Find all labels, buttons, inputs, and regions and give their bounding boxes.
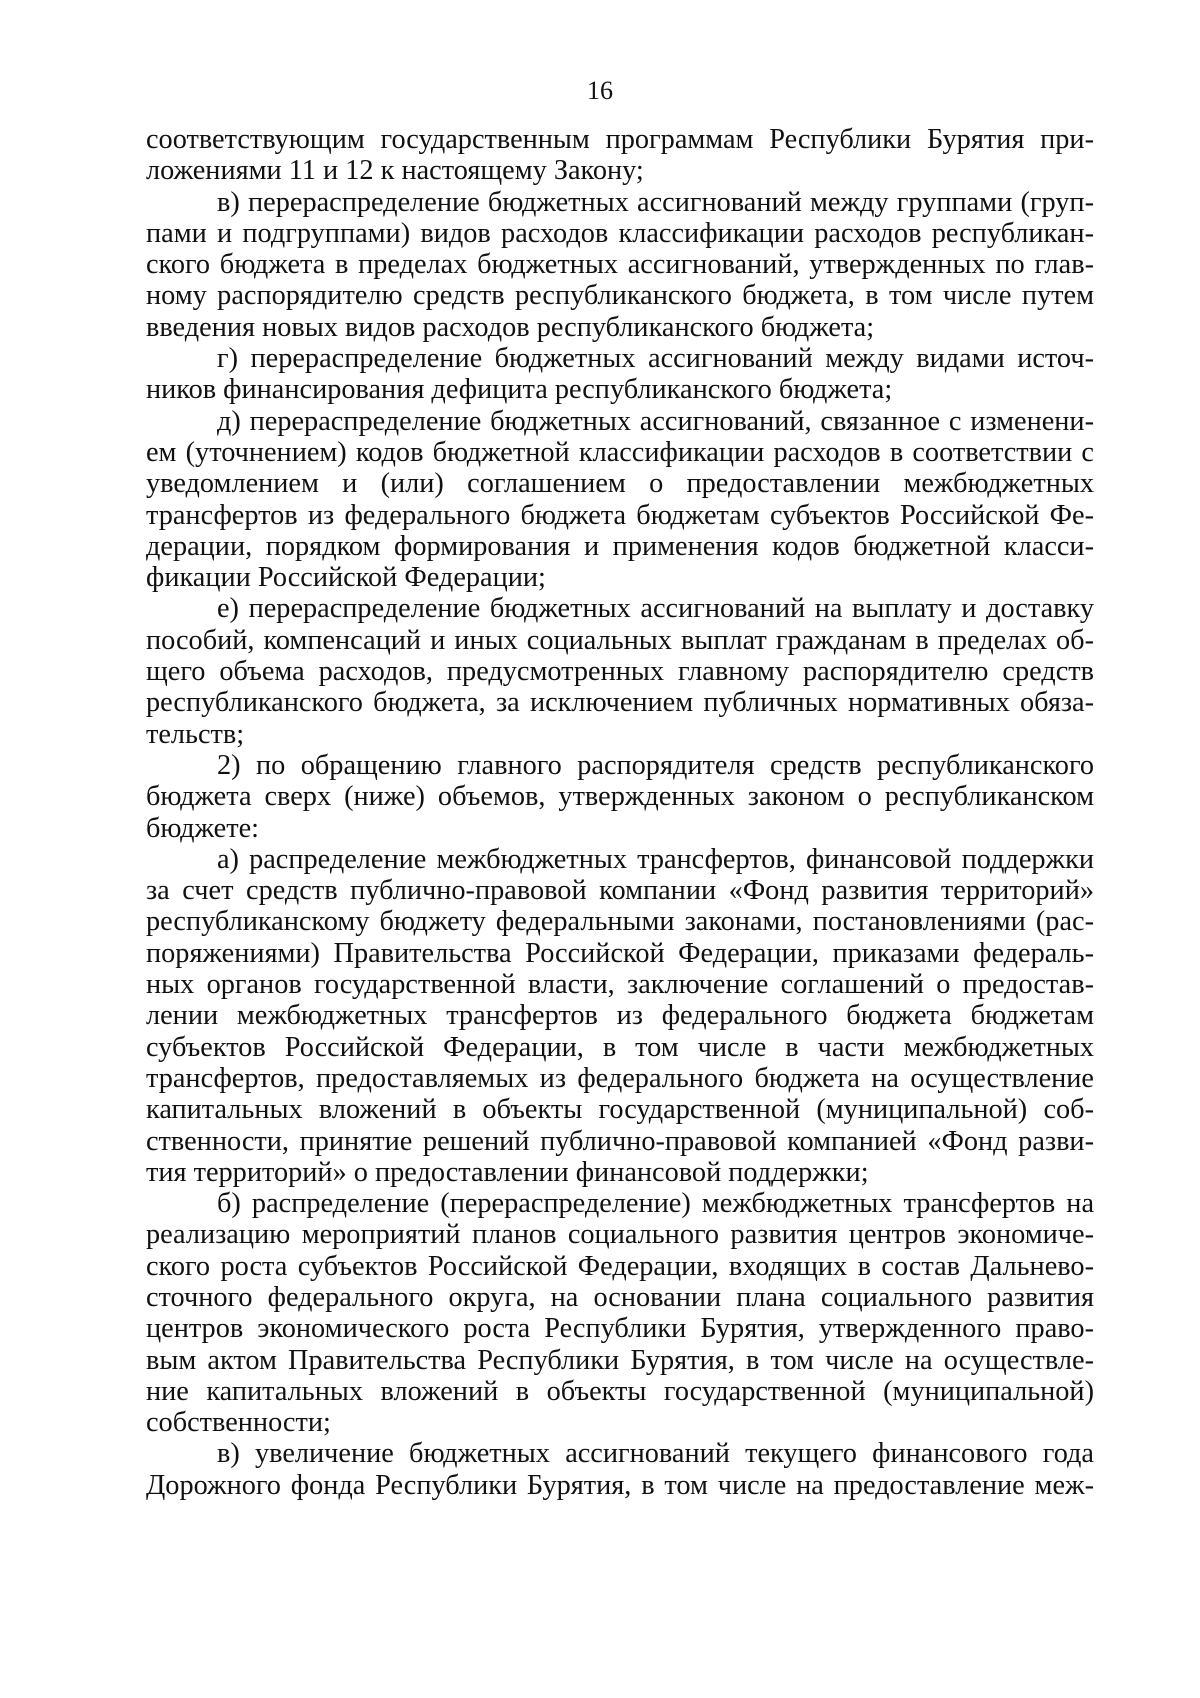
text-line: трансфертов, предоставляемых из федерального бюджета на осуществление (146, 1062, 1094, 1094)
text-line: республиканскому бюджету федеральными законами, постановлениями (рас- (146, 906, 1094, 938)
text-line: центров экономического роста Республики Бурятия, утвержденного право- (146, 1313, 1094, 1345)
paragraph (146, 343, 1094, 406)
text-line: щего объема расходов, предусмотренных главному распорядителю средств (146, 656, 1094, 688)
document-body (146, 124, 1094, 1501)
text-line: е) перераспределение бюджетных ассигнований на выплату и доставку (217, 593, 1094, 625)
paragraph (146, 750, 1094, 844)
text-line: дерации, порядком формирования и применения кодов бюджетной класси- (146, 530, 1094, 562)
text-line: ных органов государственной власти, заключение соглашений о предостав- (146, 969, 1094, 1001)
text-line: ем (уточнением) кодов бюджетной классификации расходов в соответствии с (146, 436, 1094, 468)
text-line: ников финансирования дефицита республиканского бюджета; (146, 374, 893, 406)
text-line: уведомлением и (или) соглашением о предоставлении межбюджетных (146, 468, 1094, 500)
text-line: поряжениями) Правительства Российской Федерации, приказами федераль- (146, 937, 1094, 969)
paragraph (146, 1188, 1094, 1438)
paragraph (146, 406, 1094, 594)
text-line: пами и подгруппами) видов расходов классификации расходов республикан- (146, 217, 1094, 249)
paragraph (146, 844, 1094, 1188)
text-line: а) распределение межбюджетных трансфертов, финансовой поддержки (217, 843, 1094, 875)
text-line: введения новых видов расходов республиканского бюджета; (146, 311, 875, 343)
paragraph (146, 124, 1094, 187)
text-line: лении межбюджетных трансфертов из федерального бюджета бюджетам (146, 1000, 1094, 1032)
text-line: д) перераспределение бюджетных ассигнований, связанное с изменени- (217, 405, 1094, 437)
text-line: собственности; (146, 1407, 331, 1439)
text-line: трансфертов из федерального бюджета бюджетам субъектов Российской Фе- (146, 499, 1094, 531)
text-line: пособий, компенсаций и иных социальных выплат гражданам в пределах об- (146, 624, 1094, 656)
text-line: ственности, принятие решений публично-правовой компанией «Фонд разви- (146, 1125, 1094, 1157)
text-line: за счет средств публично-правовой компании «Фонд развития территорий» (146, 875, 1094, 907)
text-line: бюджете: (146, 812, 260, 844)
text-line: ского роста субъектов Российской Федерации, входящих в состав Дальнево- (146, 1250, 1094, 1282)
text-line: субъектов Российской Федерации, в том числе в части межбюджетных (146, 1031, 1094, 1063)
text-line: вым актом Правительства Республики Бурятия, в том числе на осуществле- (146, 1344, 1094, 1376)
text-line: 2) по обращению главного распорядителя средств республиканского (217, 749, 1094, 781)
text-line: фикации Российской Федерации; (146, 562, 546, 594)
text-line: в) перераспределение бюджетных ассигнований между группами (груп- (217, 186, 1094, 218)
text-line: ложениями 11 и 12 к настоящему Закону; (146, 155, 644, 187)
text-line: г) перераспределение бюджетных ассигнований между видами источ- (217, 343, 1094, 375)
text-line: соответствующим государственным программам Республики Бурятия при- (146, 124, 1094, 155)
text-line: ному распорядителю средств республиканского бюджета, в том числе путем (146, 280, 1094, 312)
paragraph (146, 593, 1094, 749)
text-line: б) распределение (перераспределение) межбюджетных трансфертов на (217, 1188, 1094, 1220)
text-line: республиканского бюджета, за исключением публичных нормативных обяза- (146, 687, 1094, 719)
text-line: ние капитальных вложений в объекты государственной (муниципальной) (146, 1375, 1094, 1407)
page-number: 16 (587, 76, 613, 105)
paragraph (146, 1438, 1094, 1501)
text-line: реализацию мероприятий планов социального развития центров экономиче- (146, 1219, 1094, 1251)
text-line: капитальных вложений в объекты государственной (муниципальной) соб- (146, 1094, 1094, 1126)
text-line: тельств; (146, 718, 245, 750)
paragraph (146, 187, 1094, 343)
text-line: тия территорий» о предоставлении финансовой поддержки; (146, 1156, 869, 1188)
text-line: Дорожного фонда Республики Бурятия, в том числе на предоставление меж- (146, 1469, 1094, 1501)
text-line: бюджета сверх (ниже) объемов, утвержденных законом о республиканском (146, 781, 1094, 813)
text-line: ского бюджета в пределах бюджетных ассигнований, утвержденных по глав- (146, 249, 1094, 281)
text-line: сточного федерального округа, на основании плана социального развития (146, 1281, 1094, 1313)
text-line: в) увеличение бюджетных ассигнований текущего финансового года (217, 1438, 1094, 1470)
